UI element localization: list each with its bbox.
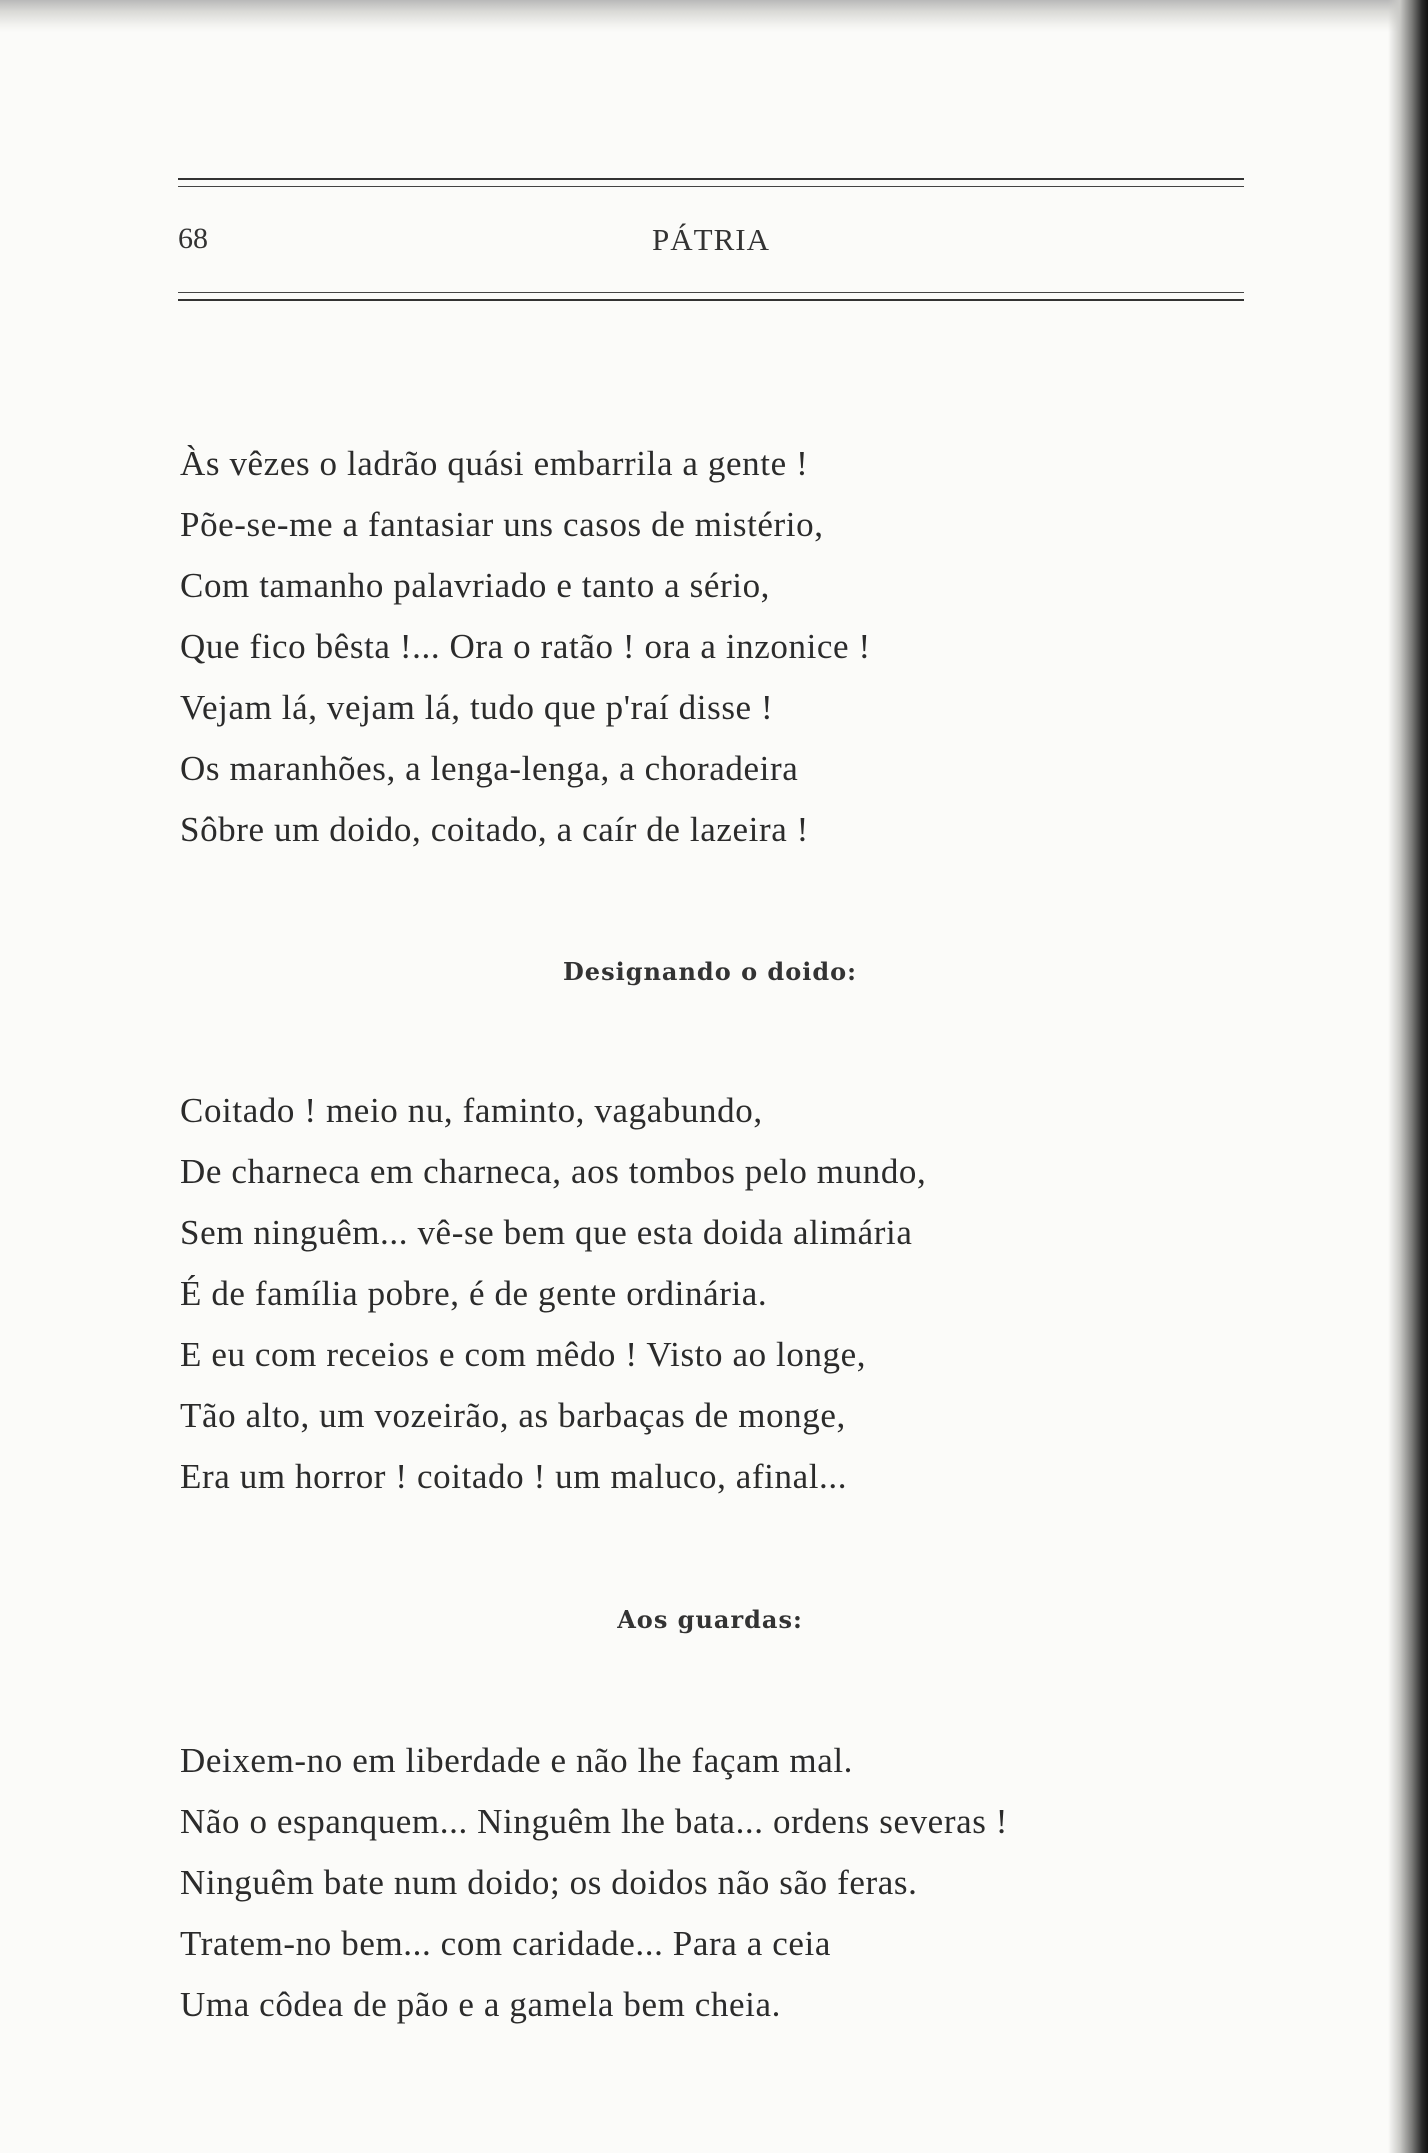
- verse-line: E eu com receios e com mêdo ! Visto ao longe,: [180, 1335, 867, 1374]
- verse-line: Que fico bêsta !... Ora o ratão ! ora a inzonice !: [180, 627, 871, 666]
- verse-line: Tão alto, um vozeirão, as barbaças de monge,: [180, 1396, 846, 1435]
- verse-line: Tratem-no bem... com caridade... Para a ceia: [180, 1924, 831, 1963]
- page-top-edge-shadow: [0, 0, 1428, 32]
- verse-line: Às vêzes o ladrão quási embarrila a gente !: [180, 444, 809, 483]
- stanza-1: [180, 433, 1240, 860]
- verse-line: Deixem-no em liberdade e não lhe façam mal.: [180, 1741, 854, 1780]
- stage-direction-designando: Designando o doido:: [562, 957, 857, 986]
- header-rule-top: [178, 178, 1244, 180]
- stanza-3: [180, 1730, 1240, 2035]
- verse-line: Coitado ! meio nu, faminto, vagabundo,: [180, 1091, 763, 1130]
- running-title: PÁTRIA: [652, 222, 770, 257]
- verse-line: Os maranhões, a lenga-lenga, a choradeira: [180, 749, 799, 788]
- verse-line: Não o espanquem... Ninguêm lhe bata... ordens severas !: [180, 1802, 1009, 1841]
- verse-line: Sem ninguêm... vê-se bem que esta doida alimária: [180, 1213, 913, 1252]
- verse-line: Era um horror ! coitado ! um maluco, afinal...: [180, 1457, 848, 1496]
- verse-line: Ninguêm bate num doido; os doidos não são feras.: [180, 1863, 918, 1902]
- verse-line: É de família pobre, é de gente ordinária.: [180, 1274, 768, 1313]
- header-rule-bottom-inner: [178, 292, 1244, 293]
- stage-direction-aos-guardas: Aos guardas:: [617, 1605, 803, 1634]
- page-header: [178, 222, 1244, 262]
- page-number: 68: [178, 222, 208, 255]
- page-binding-edge-shadow: [1388, 0, 1428, 2153]
- header-rule-top-inner: [178, 186, 1244, 187]
- verse-line: Uma côdea de pão e a gamela bem cheia.: [180, 1985, 781, 2024]
- verse-line: De charneca em charneca, aos tombos pelo mundo,: [180, 1152, 927, 1191]
- verse-line: Põe-se-me a fantasiar uns casos de mistério,: [180, 505, 824, 544]
- header-rule-bottom: [178, 299, 1244, 301]
- verse-line: Sôbre um doido, coitado, a caír de lazeira !: [180, 810, 809, 849]
- verse-line: Com tamanho palavriado e tanto a sério,: [180, 566, 771, 605]
- stanza-2: [180, 1080, 1240, 1507]
- verse-line: Vejam lá, vejam lá, tudo que p'raí disse !: [180, 688, 774, 727]
